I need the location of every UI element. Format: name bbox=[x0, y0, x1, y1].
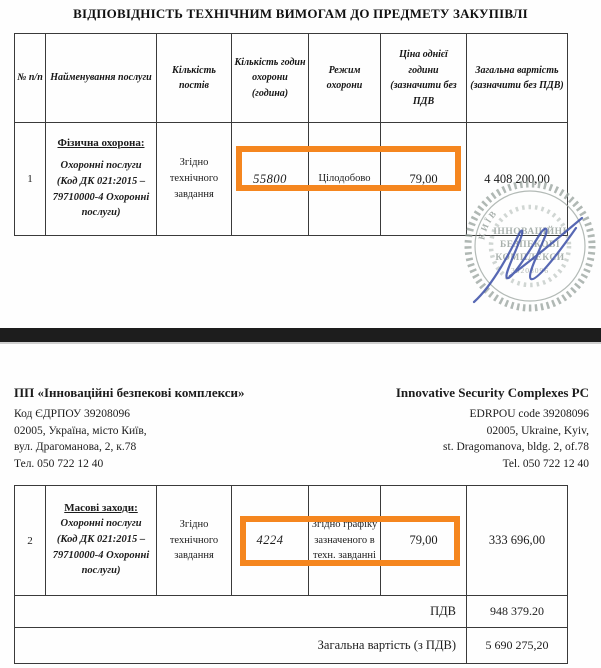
row2-hours: 4224 bbox=[232, 486, 309, 596]
row2-price: 79,00 bbox=[381, 486, 467, 596]
col-header-guard-mode: Режим охорони bbox=[309, 34, 381, 123]
stamp-city-text: КИЇВ bbox=[476, 207, 500, 241]
row1-posts: Згідно технічного завдання bbox=[157, 123, 232, 236]
company-ua-line: вул. Драгоманова, 2, к.78 bbox=[14, 441, 137, 454]
row1-number: 1 bbox=[15, 123, 46, 236]
highlight-box-row1 bbox=[236, 146, 461, 191]
row2-service-desc: Охоронні послуги (Код ДК 021:2015 – 79710000-4 Охоронні послуги) bbox=[52, 518, 150, 577]
row1-hours: 55800 bbox=[232, 123, 309, 236]
highlight-box-row2 bbox=[240, 516, 460, 566]
company-block-english bbox=[396, 384, 589, 473]
stamp-org-line2: БЕЗПЕКОВІ bbox=[499, 240, 561, 250]
row1-service-name bbox=[46, 123, 157, 236]
company-name-en: Innovative Security Complexes PC bbox=[395, 385, 589, 400]
document-page-1 bbox=[0, 0, 601, 328]
company-en-line: EDRPOU code 39208096 bbox=[469, 407, 589, 420]
row1-total: 4 408 200,00 bbox=[467, 123, 568, 236]
col-header-total-cost: Загальна вартість (зазначити без ПДВ) bbox=[467, 34, 568, 123]
stamp-seal-graphic bbox=[460, 176, 600, 316]
row2-service-name bbox=[46, 486, 157, 596]
stamp-org-line3: КОМПЛЕКСИ bbox=[495, 253, 565, 263]
row1-service-group: Фізична охорона: bbox=[57, 137, 145, 149]
company-ua-line: 02005, Україна, місто Київ, bbox=[14, 424, 147, 437]
row2-total: 333 696,00 bbox=[467, 486, 568, 596]
section-separator-bar bbox=[0, 328, 601, 342]
grand-total-label: Загальна вартість (з ПДВ) bbox=[15, 628, 467, 664]
col-header-num: № п/п bbox=[15, 34, 46, 123]
document-page-2 bbox=[0, 344, 601, 668]
col-header-guard-hours: Кількість годин охорони (година) bbox=[232, 34, 309, 123]
grand-total-value: 5 690 275,20 bbox=[467, 628, 568, 664]
row2-number: 2 bbox=[15, 486, 46, 596]
company-en-line: Tel. 050 722 12 40 bbox=[502, 457, 589, 470]
compliance-table-continued bbox=[14, 485, 568, 664]
company-name-ua: ПП «Інноваційні безпекові комплекси» bbox=[14, 385, 245, 400]
row1-price: 79,00 bbox=[381, 123, 467, 236]
letterhead bbox=[14, 384, 589, 473]
vat-value: 948 379.20 bbox=[467, 596, 568, 628]
col-header-service-name: Найменування послуги bbox=[46, 34, 157, 123]
company-ua-line: Код ЄДРПОУ 39208096 bbox=[14, 407, 131, 420]
row2-service-group: Масові заходи: bbox=[64, 502, 138, 514]
company-en-line: 02005, Ukraine, Kyiv, bbox=[486, 424, 589, 437]
company-ua-line: Тел. 050 722 12 40 bbox=[14, 457, 104, 470]
row2-mode: Згідно графіку зазначеного в техн. завданні bbox=[309, 486, 381, 596]
company-stamp bbox=[460, 176, 600, 316]
col-header-price-per-hour: Ціна однієї години (зазначити без ПДВ bbox=[381, 34, 467, 123]
page-title: ВІДПОВІДНІСТЬ ТЕХНІЧНИМ ВИМОГАМ ДО ПРЕДМЕТУ ЗАКУПІВЛІ bbox=[73, 6, 528, 21]
col-header-posts: Кількість постів bbox=[157, 34, 232, 123]
company-block-ukrainian bbox=[14, 384, 245, 473]
row1-service-desc: Охоронні послуги (Код ДК 021:2015 – 79710000-4 Охоронні послуги) bbox=[52, 160, 150, 219]
row2-posts: Згідно технічного завдання bbox=[157, 486, 232, 596]
stamp-org-line1: ІННОВАЦІЙНІ bbox=[493, 227, 567, 237]
vat-label: ПДВ bbox=[15, 596, 467, 628]
row1-mode: Цілодобово bbox=[309, 123, 381, 236]
stamp-code: 39208096 bbox=[511, 266, 549, 275]
company-en-line: st. Dragomanova, bldg. 2, of.78 bbox=[443, 441, 589, 454]
